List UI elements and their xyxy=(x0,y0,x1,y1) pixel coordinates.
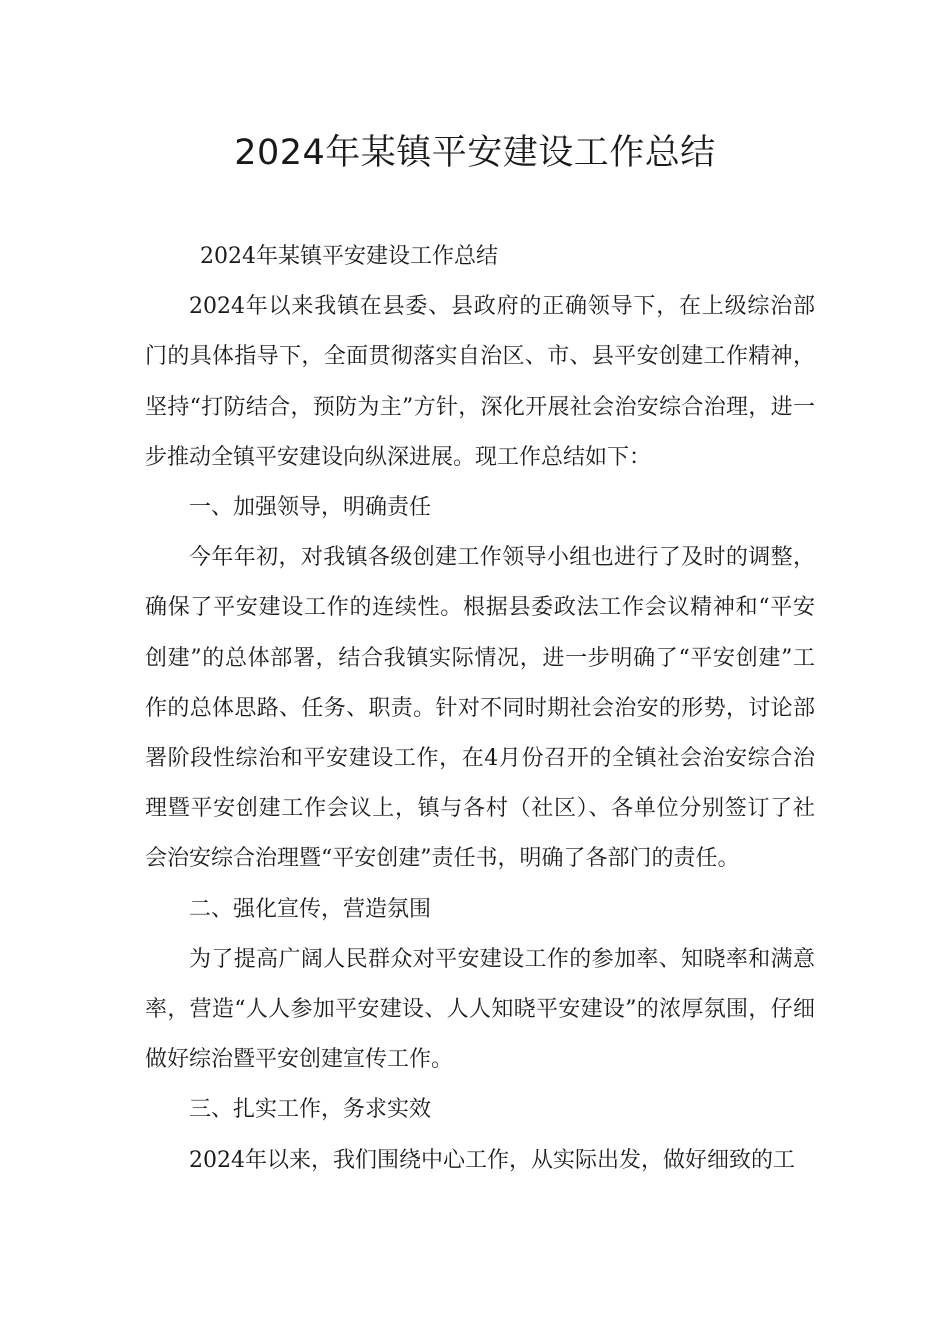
page-title: 2024年某镇平安建设工作总结 xyxy=(234,133,716,173)
section-2-paragraph: 为了提高广阔人民群众对平安建设工作的参加率、知晓率和满意率，营造“人人参加平安建设、人人知晓平安建设”的浓厚氛围，仔细做好综治暨平安创建宣传工作。 xyxy=(145,946,815,1073)
subtitle-paragraph: 2024年某镇平安建设工作总结 xyxy=(200,244,498,269)
document-body xyxy=(145,232,815,1186)
intro-paragraph: 2024年以来我镇在县委、县政府的正确领导下，在上级综治部门的具体指导下，全面贯彻落实自治区、市、县平安创建工作精神，坚持“打防结合，预防为主”方针，深化开展社会治安综合治理，进一步推动全镇平安建设向纵深进展。现工作总结如下： xyxy=(145,294,815,470)
section-heading-3: 三、扎实工作，务求实效 xyxy=(189,1097,432,1123)
section-3-paragraph: 2024年以来，我们围绕中心工作，从实际出发，做好细致的工 xyxy=(189,1147,795,1173)
section-heading-1: 一、加强领导，明确责任 xyxy=(189,495,432,521)
section-heading-2: 二、强化宣传，营造氛围 xyxy=(189,896,432,922)
section-1-paragraph: 今年年初，对我镇各级创建工作领导小组也进行了及时的调整，确保了平安建设工作的连续性。根据县委政法工作会议精神和“平安创建”的总体部署，结合我镇实际情况，进一步明确了“平安创建”工作的总体思路、任务、职责。针对不同时期社会治安的形势，讨论部署阶段性综治和平安建设工作，在4月份召开的全镇社会治安综合治理暨平安创建工作会议上，镇与各村（社区）、各单位分别签订了社会治安综合治理暨“平安创建”责任书，明确了各部门的责任。 xyxy=(145,545,815,872)
